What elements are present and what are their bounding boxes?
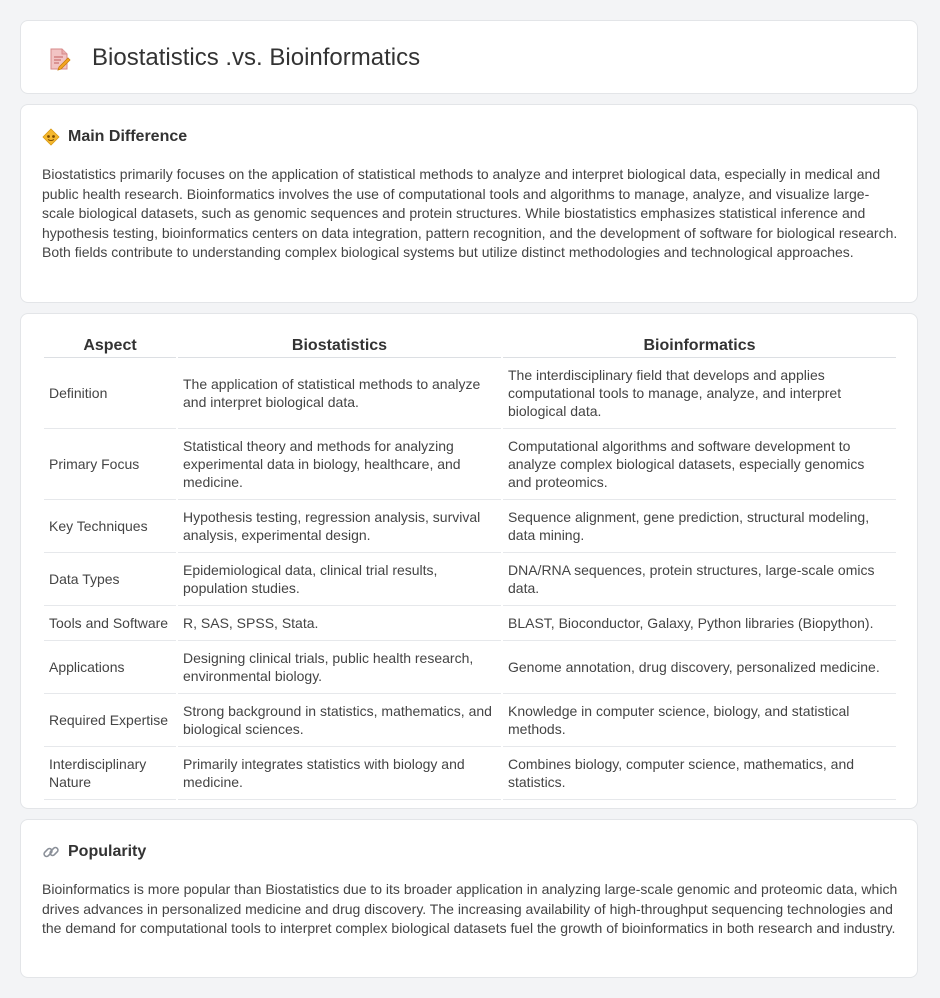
page-title: Biostatistics .vs. Bioinformatics <box>92 44 421 71</box>
table-row <box>44 641 896 694</box>
biostatistics-cell: Designing clinical trials, public health research, environmental biology. <box>178 641 501 694</box>
comparison-section <box>20 313 918 809</box>
bioinformatics-cell: Knowledge in computer science, biology, and statistical methods. <box>503 694 896 747</box>
aspect-cell: Data Types <box>44 553 176 606</box>
table-row <box>44 606 896 641</box>
bioinformatics-cell: Computational algorithms and software development to analyze complex biological datasets, especially genomics and proteomics. <box>503 429 896 500</box>
aspect-cell: Key Techniques <box>44 500 176 553</box>
biostatistics-cell: Hypothesis testing, regression analysis, survival analysis, experimental design. <box>178 500 501 553</box>
table-row <box>44 429 896 500</box>
header-card <box>20 20 918 94</box>
bioinformatics-cell: Combines biology, computer science, mathematics, and statistics. <box>503 747 896 800</box>
main-difference-text: Biostatistics primarily focuses on the application of statistical methods to analyze and interpret biological data, especially in medical and public health research. Bioinformatics involves the use of computational tools and algorithms to manage, analyze, and visualize large-scale biological datasets, such as genomic sequences and protein structures. While biostatistics emphasizes statistical inference and hypothesis testing, bioinformatics centers on data integration, pattern recognition, and the development of software for biological research. Both fields contribute to understanding complex biological systems but utilize distinct methodologies and technological approaches. <box>42 166 898 260</box>
bioinformatics-cell: DNA/RNA sequences, protein structures, large-scale omics data. <box>503 553 896 606</box>
comparison-table <box>42 333 898 800</box>
main-difference-section <box>20 104 918 303</box>
aspect-cell: Definition <box>44 358 176 429</box>
header-biostatistics: Biostatistics <box>178 333 501 358</box>
table-row <box>44 553 896 606</box>
main-difference-heading: Main Difference <box>68 128 188 145</box>
link-icon <box>42 843 60 861</box>
bioinformatics-cell: Genome annotation, drug discovery, personalized medicine. <box>503 641 896 694</box>
table-row <box>44 747 896 800</box>
popularity-section <box>20 819 918 978</box>
bioinformatics-cell: BLAST, Bioconductor, Galaxy, Python libraries (Biopython). <box>503 606 896 641</box>
biostatistics-cell: Primarily integrates statistics with biology and medicine. <box>178 747 501 800</box>
table-row <box>44 500 896 553</box>
popularity-text: Bioinformatics is more popular than Biostatistics due to its broader application in analyzing large-scale genomic and proteomic data, which drives advances in personalized medicine and drug discovery. The increasing availability of high-throughput sequencing technologies and the demand for computational tools to interpret complex biological datasets fuel the growth of bioinformatics in both research and industry. <box>42 881 898 936</box>
aspect-cell: Applications <box>44 641 176 694</box>
aspect-cell: Primary Focus <box>44 429 176 500</box>
aspect-cell: Tools and Software <box>44 606 176 641</box>
aspect-cell: Interdisciplinary Nature <box>44 747 176 800</box>
table-header-row <box>44 333 896 358</box>
popularity-heading: Popularity <box>68 843 147 860</box>
bioinformatics-cell: Sequence alignment, gene prediction, structural modeling, data mining. <box>503 500 896 553</box>
aspect-cell: Required Expertise <box>44 694 176 747</box>
header-aspect: Aspect <box>44 333 176 358</box>
biostatistics-cell: Statistical theory and methods for analyzing experimental data in biology, healthcare, and medicine. <box>178 429 501 500</box>
diamond-warning-icon <box>42 128 60 146</box>
biostatistics-cell: Epidemiological data, clinical trial results, population studies. <box>178 553 501 606</box>
table-row <box>44 694 896 747</box>
biostatistics-cell: The application of statistical methods to analyze and interpret biological data. <box>178 358 501 429</box>
biostatistics-cell: Strong background in statistics, mathematics, and biological sciences. <box>178 694 501 747</box>
table-row <box>44 358 896 429</box>
header-bioinformatics: Bioinformatics <box>503 333 896 358</box>
document-edit-icon <box>46 46 72 72</box>
bioinformatics-cell: The interdisciplinary field that develops and applies computational tools to manage, analyze, and interpret biological data. <box>503 358 896 429</box>
biostatistics-cell: R, SAS, SPSS, Stata. <box>178 606 501 641</box>
